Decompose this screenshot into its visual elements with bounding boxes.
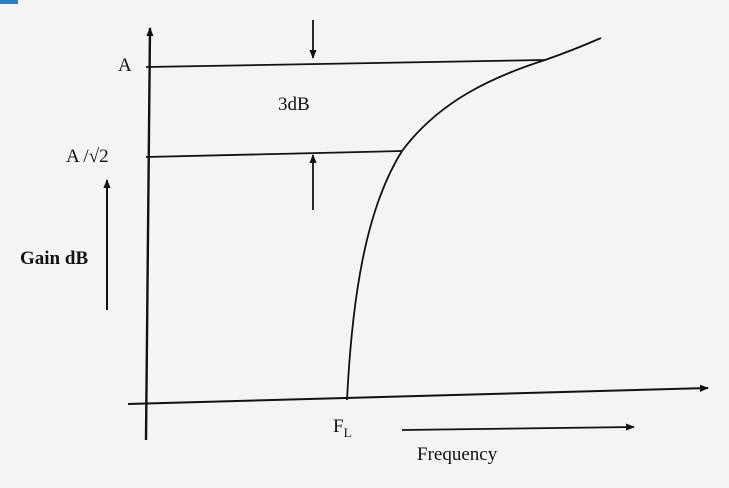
label-a-root2: A /√2 (66, 146, 109, 167)
frequency-arrow (402, 427, 634, 430)
response-curve (347, 38, 601, 400)
label-gain-db: Gain dB (20, 248, 89, 269)
label-3db: 3dB (278, 94, 310, 115)
level-a-root2-line (146, 151, 402, 157)
label-cutoff-main: F (333, 416, 344, 437)
level-a-line (146, 60, 545, 67)
x-axis (128, 388, 708, 404)
label-cutoff (333, 416, 352, 440)
label-frequency: Frequency (417, 444, 498, 465)
label-cutoff-sub: L (343, 425, 352, 440)
label-a: A (118, 55, 132, 76)
y-axis (146, 28, 150, 440)
